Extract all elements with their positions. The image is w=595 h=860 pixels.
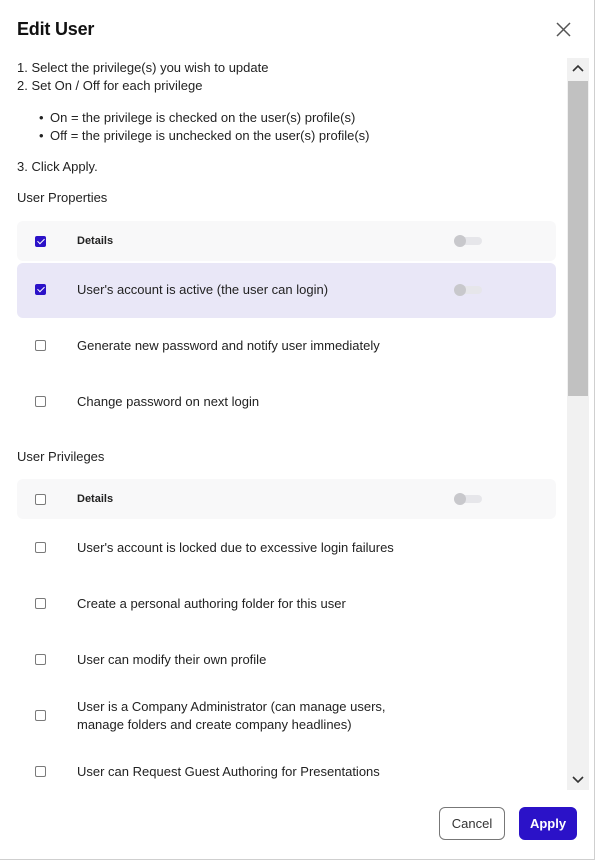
- privilege-row-modify-profile[interactable]: [17, 633, 556, 688]
- account-active-checkbox[interactable]: [35, 284, 46, 295]
- user-privileges-heading: User Privileges: [17, 449, 105, 464]
- cancel-button[interactable]: Cancel: [439, 807, 505, 840]
- user-privileges-header-row: [17, 479, 556, 519]
- privilege-row-personal-folder[interactable]: [17, 577, 556, 632]
- company-admin-checkbox[interactable]: [35, 710, 46, 721]
- chevron-down-icon: [572, 776, 584, 784]
- scroll-down-button[interactable]: [567, 770, 589, 790]
- property-row-change-password[interactable]: [17, 375, 556, 430]
- user-properties-toggle[interactable]: [454, 237, 482, 245]
- dialog-title: Edit User: [17, 19, 95, 39]
- vertical-scrollbar[interactable]: [567, 58, 589, 790]
- modify-profile-checkbox[interactable]: [35, 654, 46, 665]
- dialog-content: [0, 58, 567, 790]
- guest-authoring-checkbox[interactable]: [35, 766, 46, 777]
- user-privileges-toggle[interactable]: [454, 495, 482, 503]
- account-active-label: User's account is active (the user can login): [77, 282, 329, 297]
- instruction-bullet-off: • Off = the privilege is unchecked on the user(s) profile(s): [39, 128, 370, 143]
- apply-button[interactable]: Apply: [519, 807, 577, 840]
- account-active-toggle[interactable]: [454, 286, 482, 294]
- user-privileges-select-all-checkbox[interactable]: [35, 494, 46, 505]
- modify-profile-label: User can modify their own profile: [77, 652, 267, 667]
- change-password-checkbox[interactable]: [35, 396, 46, 407]
- guest-authoring-label: User can Request Guest Authoring for Presentations: [77, 764, 380, 779]
- details-label: Details: [77, 235, 114, 247]
- property-row-generate-password[interactable]: [17, 319, 556, 374]
- user-properties-header-row: [17, 221, 556, 261]
- generate-password-checkbox[interactable]: [35, 340, 46, 351]
- change-password-label: Change password on next login: [77, 394, 260, 409]
- user-properties-heading: User Properties: [17, 190, 108, 205]
- privilege-row-company-admin[interactable]: [17, 689, 556, 744]
- scroll-thumb[interactable]: [568, 81, 588, 396]
- close-button[interactable]: [553, 19, 575, 41]
- account-locked-label: User's account is locked due to excessive login failures: [77, 540, 394, 555]
- privilege-row-guest-authoring[interactable]: [17, 745, 556, 790]
- user-properties-select-all-checkbox[interactable]: [35, 236, 46, 247]
- instruction-bullet-on: • On = the privilege is checked on the user(s) profile(s): [39, 110, 355, 125]
- scroll-up-button[interactable]: [567, 58, 589, 78]
- instruction-step-3: 3. Click Apply.: [17, 159, 98, 174]
- property-row-account-active[interactable]: [17, 263, 556, 318]
- generate-password-label: Generate new password and notify user immediately: [77, 338, 380, 353]
- account-locked-checkbox[interactable]: [35, 542, 46, 553]
- company-admin-label: User is a Company Administrator (can manage users, manage folders and create company headlines): [77, 699, 386, 732]
- details-label: Details: [77, 493, 114, 505]
- personal-folder-label: Create a personal authoring folder for this user: [77, 596, 346, 611]
- instruction-step-2: 2. Set On / Off for each privilege: [17, 78, 203, 93]
- personal-folder-checkbox[interactable]: [35, 598, 46, 609]
- privilege-row-account-locked[interactable]: [17, 521, 556, 576]
- close-icon: [553, 19, 575, 41]
- instruction-step-1: 1. Select the privilege(s) you wish to update: [17, 60, 269, 75]
- chevron-up-icon: [572, 64, 584, 72]
